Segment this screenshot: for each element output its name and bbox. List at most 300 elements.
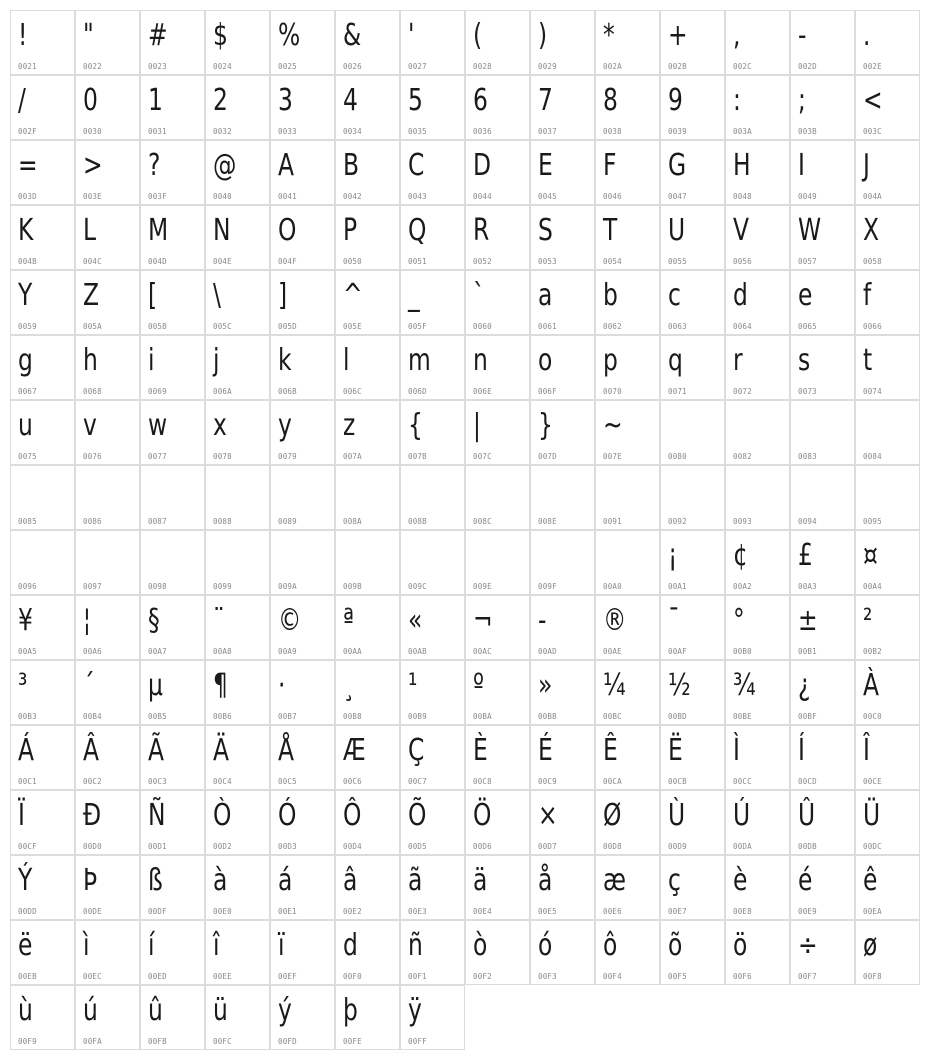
glyph-character: z [343,408,356,443]
glyph-codepoint: 0031 [148,127,167,136]
glyph-cell [10,465,75,530]
glyph-codepoint: 00B4 [83,712,102,721]
glyph-cell [335,530,400,595]
glyph-codepoint: 002B [668,62,687,71]
glyph-character: ä [473,863,488,898]
glyph-character: # [148,18,168,53]
glyph-character: K [18,213,34,248]
glyph-codepoint: 0024 [213,62,232,71]
glyph-codepoint: 00EA [863,907,882,916]
glyph-cell [140,985,205,1050]
glyph-codepoint: 002D [798,62,817,71]
glyph-character: b [603,278,618,313]
glyph-character: | [473,408,481,443]
glyph-cell [140,75,205,140]
glyph-character: T [603,213,618,248]
glyph-character: Ä [213,733,230,768]
glyph-codepoint: 005D [278,322,297,331]
glyph-cell [270,920,335,985]
glyph-codepoint: 007D [538,452,557,461]
glyph-cell [400,790,465,855]
glyph-codepoint: 009B [343,582,362,591]
glyph-cell [10,270,75,335]
glyph-cell [335,920,400,985]
glyph-codepoint: 00FB [148,1037,167,1046]
glyph-codepoint: 00D0 [83,842,102,851]
glyph-cell [790,530,855,595]
glyph-cell [10,920,75,985]
glyph-character: u [18,408,33,443]
glyph-character: Õ [408,798,427,833]
glyph-codepoint: 0095 [863,517,882,526]
glyph-cell [335,140,400,205]
glyph-codepoint: 0063 [668,322,687,331]
glyph-character: ò [473,928,488,963]
glyph-cell [400,465,465,530]
glyph-character: ½ [668,668,691,703]
glyph-cell [140,660,205,725]
glyph-character: Z [83,278,100,313]
glyph-codepoint: 0037 [538,127,557,136]
glyph-character: C [408,148,425,183]
glyph-cell [205,530,270,595]
glyph-cell [530,465,595,530]
glyph-codepoint: 009F [538,582,557,591]
glyph-cell [75,920,140,985]
glyph-codepoint: 0033 [278,127,297,136]
glyph-character: N [213,213,231,248]
glyph-character: $ [213,18,228,53]
glyph-cell [270,270,335,335]
glyph-codepoint: 0030 [83,127,102,136]
glyph-codepoint: 00CD [798,777,817,786]
glyph-cell [75,75,140,140]
glyph-character: Ô [343,798,362,833]
glyph-cell [595,75,660,140]
glyph-character: v [83,408,97,443]
glyph-cell [205,270,270,335]
glyph-character: ~ [603,408,623,443]
glyph-cell [790,725,855,790]
glyph-character: 0 [83,83,98,118]
glyph-codepoint: 00C5 [278,777,297,786]
glyph-cell [10,10,75,75]
glyph-codepoint: 00B8 [343,712,362,721]
glyph-codepoint: 00F4 [603,972,622,981]
glyph-codepoint: 0080 [668,452,687,461]
glyph-cell [595,790,660,855]
glyph-codepoint: 00E0 [213,907,232,916]
glyph-character: Ó [278,798,297,833]
glyph-character: 5 [408,83,423,118]
glyph-character: Á [18,733,35,768]
glyph-cell [75,660,140,725]
glyph-cell [790,855,855,920]
glyph-cell [140,10,205,75]
glyph-codepoint: 00A5 [18,647,37,656]
glyph-cell [335,335,400,400]
glyph-cell [465,920,530,985]
glyph-character: + [668,18,688,53]
glyph-cell [725,920,790,985]
glyph-cell [335,660,400,725]
glyph-character: ¡ [668,538,678,573]
glyph-codepoint: 0027 [408,62,427,71]
glyph-codepoint: 00F6 [733,972,752,981]
glyph-codepoint: 0082 [733,452,752,461]
glyph-character: Å [278,733,295,768]
glyph-character: ¯ [668,603,680,638]
glyph-character: } [538,408,553,443]
glyph-codepoint: 00E3 [408,907,427,916]
glyph-character: Ò [213,798,232,833]
glyph-cell [660,205,725,270]
glyph-character: Ì [733,733,740,768]
glyph-character: É [538,733,553,768]
glyph-character: & [343,18,362,53]
glyph-codepoint: 00CF [18,842,37,851]
glyph-codepoint: 0098 [148,582,167,591]
glyph-codepoint: 003C [863,127,882,136]
glyph-codepoint: 00C7 [408,777,427,786]
glyph-character: ' [408,18,415,53]
glyph-character: ë [18,928,33,963]
glyph-character: Í [798,733,805,768]
glyph-cell [660,400,725,465]
glyph-cell [75,140,140,205]
glyph-character: ] [278,278,288,313]
glyph-cell [660,270,725,335]
glyph-cell [725,75,790,140]
glyph-character: = [18,148,38,183]
glyph-cell [75,790,140,855]
glyph-codepoint: 006A [213,387,232,396]
glyph-codepoint: 00F2 [473,972,492,981]
glyph-character: : [733,83,741,118]
glyph-cell [595,920,660,985]
glyph-codepoint: 004B [18,257,37,266]
glyph-cell [10,400,75,465]
glyph-cell [205,465,270,530]
glyph-cell [335,855,400,920]
glyph-codepoint: 00E8 [733,907,752,916]
glyph-cell [335,985,400,1050]
glyph-character: n [473,343,488,378]
glyph-character: ^ [343,278,363,313]
glyph-cell [855,10,920,75]
glyph-codepoint: 0045 [538,192,557,201]
glyph-cell [10,75,75,140]
glyph-cell [335,725,400,790]
glyph-cell [790,270,855,335]
glyph-cell [205,335,270,400]
glyph-codepoint: 00D2 [213,842,232,851]
glyph-codepoint: 00BD [668,712,687,721]
glyph-cell [335,400,400,465]
glyph-cell [140,855,205,920]
glyph-character: þ [343,993,358,1028]
glyph-codepoint: 0084 [863,452,882,461]
glyph-cell [465,465,530,530]
glyph-cell [530,75,595,140]
glyph-cell [660,855,725,920]
glyph-codepoint: 0036 [473,127,492,136]
glyph-codepoint: 0099 [213,582,232,591]
glyph-character: ï [278,928,285,963]
glyph-character: Þ [83,863,98,898]
glyph-cell [335,465,400,530]
glyph-character: Â [83,733,100,768]
glyph-cell [530,205,595,270]
glyph-codepoint: 0091 [603,517,622,526]
glyph-character: ñ [408,928,423,963]
glyph-character: Đ [83,798,102,833]
glyph-character: h [83,343,98,378]
glyph-codepoint: 0065 [798,322,817,331]
glyph-character: á [278,863,293,898]
glyph-codepoint: 006C [343,387,362,396]
glyph-codepoint: 007A [343,452,362,461]
glyph-cell [270,725,335,790]
glyph-codepoint: 00D4 [343,842,362,851]
glyph-cell [10,790,75,855]
glyph-character: - [538,603,547,638]
glyph-codepoint: 00A3 [798,582,817,591]
glyph-codepoint: 00C4 [213,777,232,786]
glyph-codepoint: 00DC [863,842,882,851]
glyph-cell [205,725,270,790]
glyph-character: d [343,928,358,963]
glyph-character: å [538,863,553,898]
glyph-cell [10,530,75,595]
glyph-codepoint: 0067 [18,387,37,396]
glyph-character: ¶ [213,668,228,703]
glyph-codepoint: 00E4 [473,907,492,916]
glyph-cell [205,855,270,920]
glyph-character: Y [18,278,33,313]
glyph-cell [725,660,790,725]
glyph-codepoint: 0060 [473,322,492,331]
glyph-codepoint: 00CA [603,777,622,786]
glyph-cell [660,465,725,530]
glyph-codepoint: 0083 [798,452,817,461]
glyph-codepoint: 00AF [668,647,687,656]
glyph-codepoint: 0068 [83,387,102,396]
glyph-codepoint: 00B9 [408,712,427,721]
glyph-cell [660,660,725,725]
glyph-cell [75,725,140,790]
glyph-character: Ú [733,798,751,833]
glyph-cell [790,205,855,270]
glyph-character: e [798,278,813,313]
glyph-codepoint: 00D6 [473,842,492,851]
glyph-cell [790,400,855,465]
glyph-character: _ [408,278,420,313]
glyph-codepoint: 00F8 [863,972,882,981]
glyph-cell [270,790,335,855]
glyph-codepoint: 00E1 [278,907,297,916]
glyph-character: G [668,148,687,183]
glyph-codepoint: 004F [278,257,297,266]
glyph-character: E [538,148,553,183]
glyph-cell [790,920,855,985]
glyph-codepoint: 00A6 [83,647,102,656]
glyph-character: Ñ [148,798,166,833]
glyph-character: ß [148,863,163,898]
glyph-cell [335,10,400,75]
glyph-character: ¬ [473,603,493,638]
glyph-cell [660,140,725,205]
glyph-cell [660,725,725,790]
glyph-codepoint: 0071 [668,387,687,396]
glyph-character: k [278,343,292,378]
glyph-codepoint: 004A [863,192,882,201]
glyph-codepoint: 0087 [148,517,167,526]
glyph-cell [855,140,920,205]
glyph-character: < [863,83,883,118]
glyph-codepoint: 0058 [863,257,882,266]
glyph-codepoint: 00EC [83,972,102,981]
glyph-codepoint: 00C0 [863,712,882,721]
glyph-character: X [863,213,880,248]
glyph-cell [400,725,465,790]
glyph-cell [75,855,140,920]
glyph-codepoint: 00F1 [408,972,427,981]
glyph-cell [725,140,790,205]
glyph-character: S [538,213,553,248]
glyph-codepoint: 0096 [18,582,37,591]
glyph-cell [335,790,400,855]
glyph-character: ü [213,993,228,1028]
glyph-cell [725,10,790,75]
glyph-codepoint: 00F0 [343,972,362,981]
glyph-character: M [148,213,169,248]
glyph-character: ô [603,928,618,963]
glyph-cell [725,790,790,855]
glyph-codepoint: 0097 [83,582,102,591]
glyph-cell [140,465,205,530]
glyph-codepoint: 00A9 [278,647,297,656]
glyph-cell [855,855,920,920]
glyph-cell [10,595,75,660]
glyph-codepoint: 00D7 [538,842,557,851]
glyph-character: O [278,213,297,248]
glyph-cell [270,335,335,400]
glyph-cell [790,465,855,530]
glyph-codepoint: 0079 [278,452,297,461]
glyph-codepoint: 00B0 [733,647,752,656]
glyph-codepoint: 008B [408,517,427,526]
glyph-codepoint: 0064 [733,322,752,331]
glyph-codepoint: 0043 [408,192,427,201]
glyph-codepoint: 0051 [408,257,427,266]
glyph-cell [400,335,465,400]
glyph-character: Ç [408,733,425,768]
glyph-character: 9 [668,83,683,118]
glyph-character: û [148,993,163,1028]
glyph-codepoint: 00B5 [148,712,167,721]
glyph-codepoint: 0056 [733,257,752,266]
glyph-character: ³ [18,668,28,703]
glyph-codepoint: 004C [83,257,102,266]
glyph-cell [595,465,660,530]
glyph-character: ø [863,928,878,963]
glyph-cell [530,270,595,335]
glyph-codepoint: 00E2 [343,907,362,916]
glyph-codepoint: 0088 [213,517,232,526]
glyph-character: 3 [278,83,293,118]
glyph-character: F [603,148,617,183]
glyph-character: ( [473,18,483,53]
glyph-character: U [668,213,686,248]
glyph-codepoint: 0053 [538,257,557,266]
glyph-character: w [148,408,168,443]
glyph-codepoint: 00EB [18,972,37,981]
glyph-codepoint: 00FF [408,1037,427,1046]
glyph-codepoint: 00D3 [278,842,297,851]
glyph-codepoint: 0047 [668,192,687,201]
glyph-codepoint: 00DD [18,907,37,916]
glyph-character: Î [863,733,870,768]
glyph-cell [75,335,140,400]
glyph-cell [465,335,530,400]
glyph-character: D [473,148,492,183]
glyph-codepoint: 0075 [18,452,37,461]
glyph-codepoint: 0093 [733,517,752,526]
glyph-character: ú [83,993,98,1028]
glyph-codepoint: 00BC [603,712,622,721]
glyph-codepoint: 00CB [668,777,687,786]
glyph-codepoint: 0028 [473,62,492,71]
glyph-character: ý [278,993,292,1028]
glyph-cell [140,790,205,855]
glyph-cell [400,10,465,75]
glyph-cell [790,660,855,725]
glyph-codepoint: 0026 [343,62,362,71]
glyph-character: A [278,148,295,183]
glyph-cell [530,790,595,855]
glyph-character: í [148,928,155,963]
glyph-cell [140,140,205,205]
glyph-cell [400,920,465,985]
glyph-cell [270,530,335,595]
glyph-character: ² [863,603,873,638]
glyph-codepoint: 0032 [213,127,232,136]
glyph-cell [465,855,530,920]
glyph-cell [855,660,920,725]
glyph-cell [855,595,920,660]
glyph-cell [205,205,270,270]
glyph-character: ) [538,18,548,53]
glyph-character: ê [863,863,878,898]
glyph-cell [465,595,530,660]
glyph-character: º [473,668,485,703]
glyph-character: ÷ [798,928,818,963]
glyph-cell [270,660,335,725]
glyph-character: L [83,213,97,248]
glyph-cell [465,725,530,790]
glyph-cell [270,400,335,465]
glyph-cell [270,595,335,660]
glyph-codepoint: 0057 [798,257,817,266]
glyph-codepoint: 0059 [18,322,37,331]
glyph-character: H [733,148,751,183]
glyph-cell [855,725,920,790]
glyph-codepoint: 008E [538,517,557,526]
glyph-codepoint: 00B2 [863,647,882,656]
glyph-codepoint: 00CC [733,777,752,786]
glyph-cell [10,660,75,725]
